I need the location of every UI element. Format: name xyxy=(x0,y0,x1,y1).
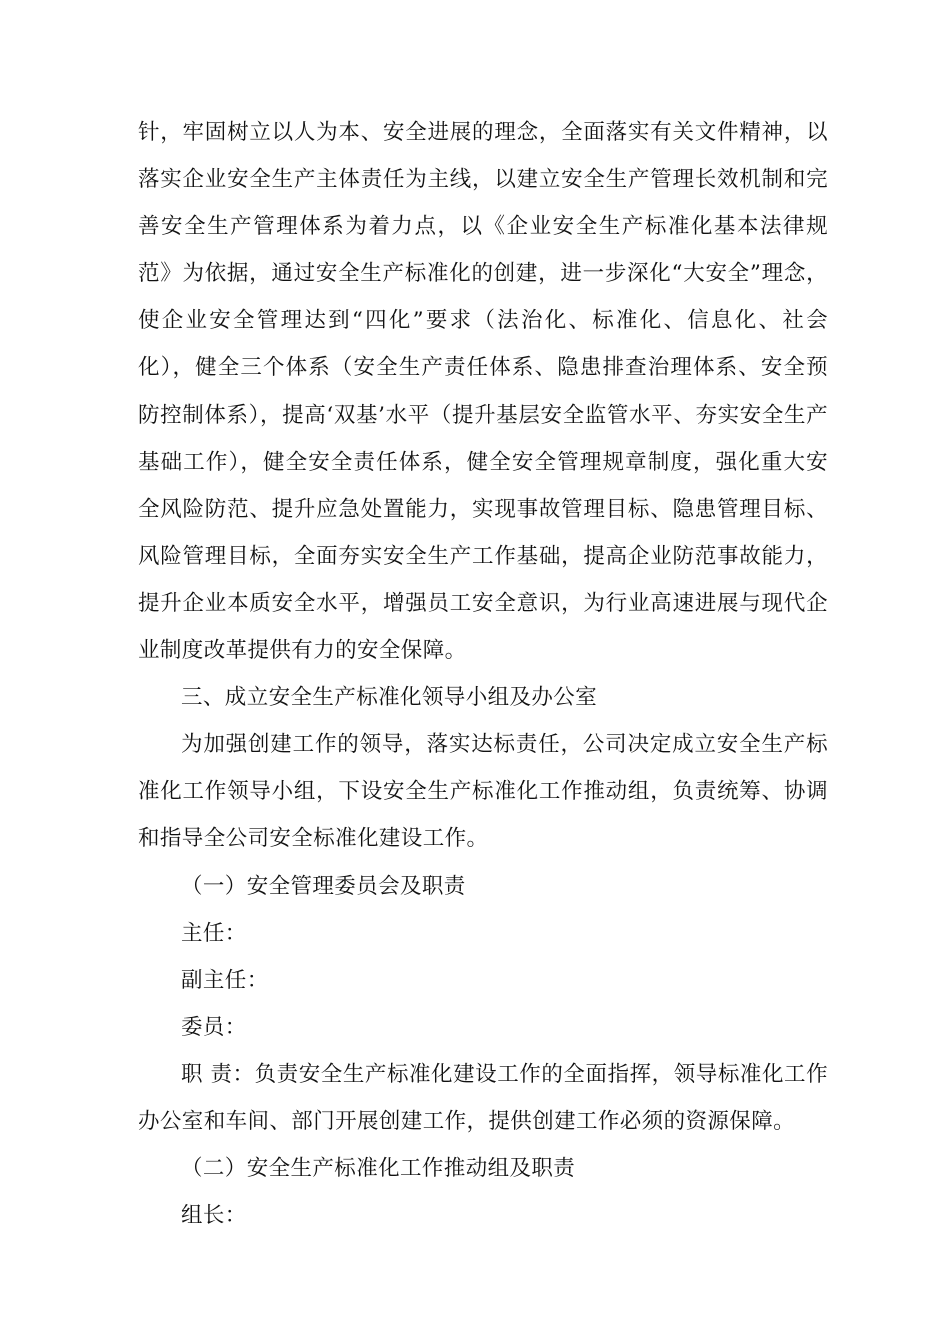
section-heading-leadership-group: 三、成立安全生产标准化领导小组及办公室 xyxy=(181,685,598,711)
field-director: 主任： xyxy=(181,920,247,946)
field-members: 委员： xyxy=(181,1014,247,1040)
body-paragraph-guiding-principles: 针，牢固树立以人为本、安全进展的理念，全面落实有关文件精神，以落实企业安全生产主体责任为主线，以建立安全生产管理长效机制和完善安全生产管理体系为着力点，以《企业安全生产标准化基本法律规范》为依据，通过安全生产标准化的创建，进一步深化“大安全”理念，使企业安全管理达到“四化”要求（法治化、标准化、信息化、社会化），健全三个体系（安全生产责任体系、隐患排查治理体系、安全预防控制体系），提高‘双基’水平（提升基层安全监管水平、夯实安全生产基础工作），健全安全责任体系，健全安全管理规章制度，强化重大安全风险防范、提升应急处置能力，实现事故管理目标、隐患管理目标、风险管理目标，全面夯实安全生产工作基础，提高企业防范事故能力，提升企业本质安全水平，增强员工安全意识，为行业高速进展与现代企业制度改革提供有力的安全保障。 xyxy=(138,120,828,664)
document-body xyxy=(138,109,828,1239)
subheading-promotion-group: （二）安全生产标准化工作推动组及职责 xyxy=(181,1156,576,1182)
field-group-leader: 组长： xyxy=(181,1203,247,1229)
field-deputy-director: 副主任： xyxy=(181,967,269,993)
body-paragraph-leadership-setup: 为加强创建工作的领导，落实达标责任，公司决定成立安全生产标准化工作领导小组，下设安全生产标准化工作推动组，负责统筹、协调和指导全公司安全标准化建设工作。 xyxy=(138,732,828,852)
subheading-safety-committee: （一）安全管理委员会及职责 xyxy=(181,873,466,899)
body-paragraph-committee-duties: 职 责：负责安全生产标准化建设工作的全面指挥，领导标准化工作办公室和车间、部门开展创建工作，提供创建工作必须的资源保障。 xyxy=(138,1061,828,1134)
